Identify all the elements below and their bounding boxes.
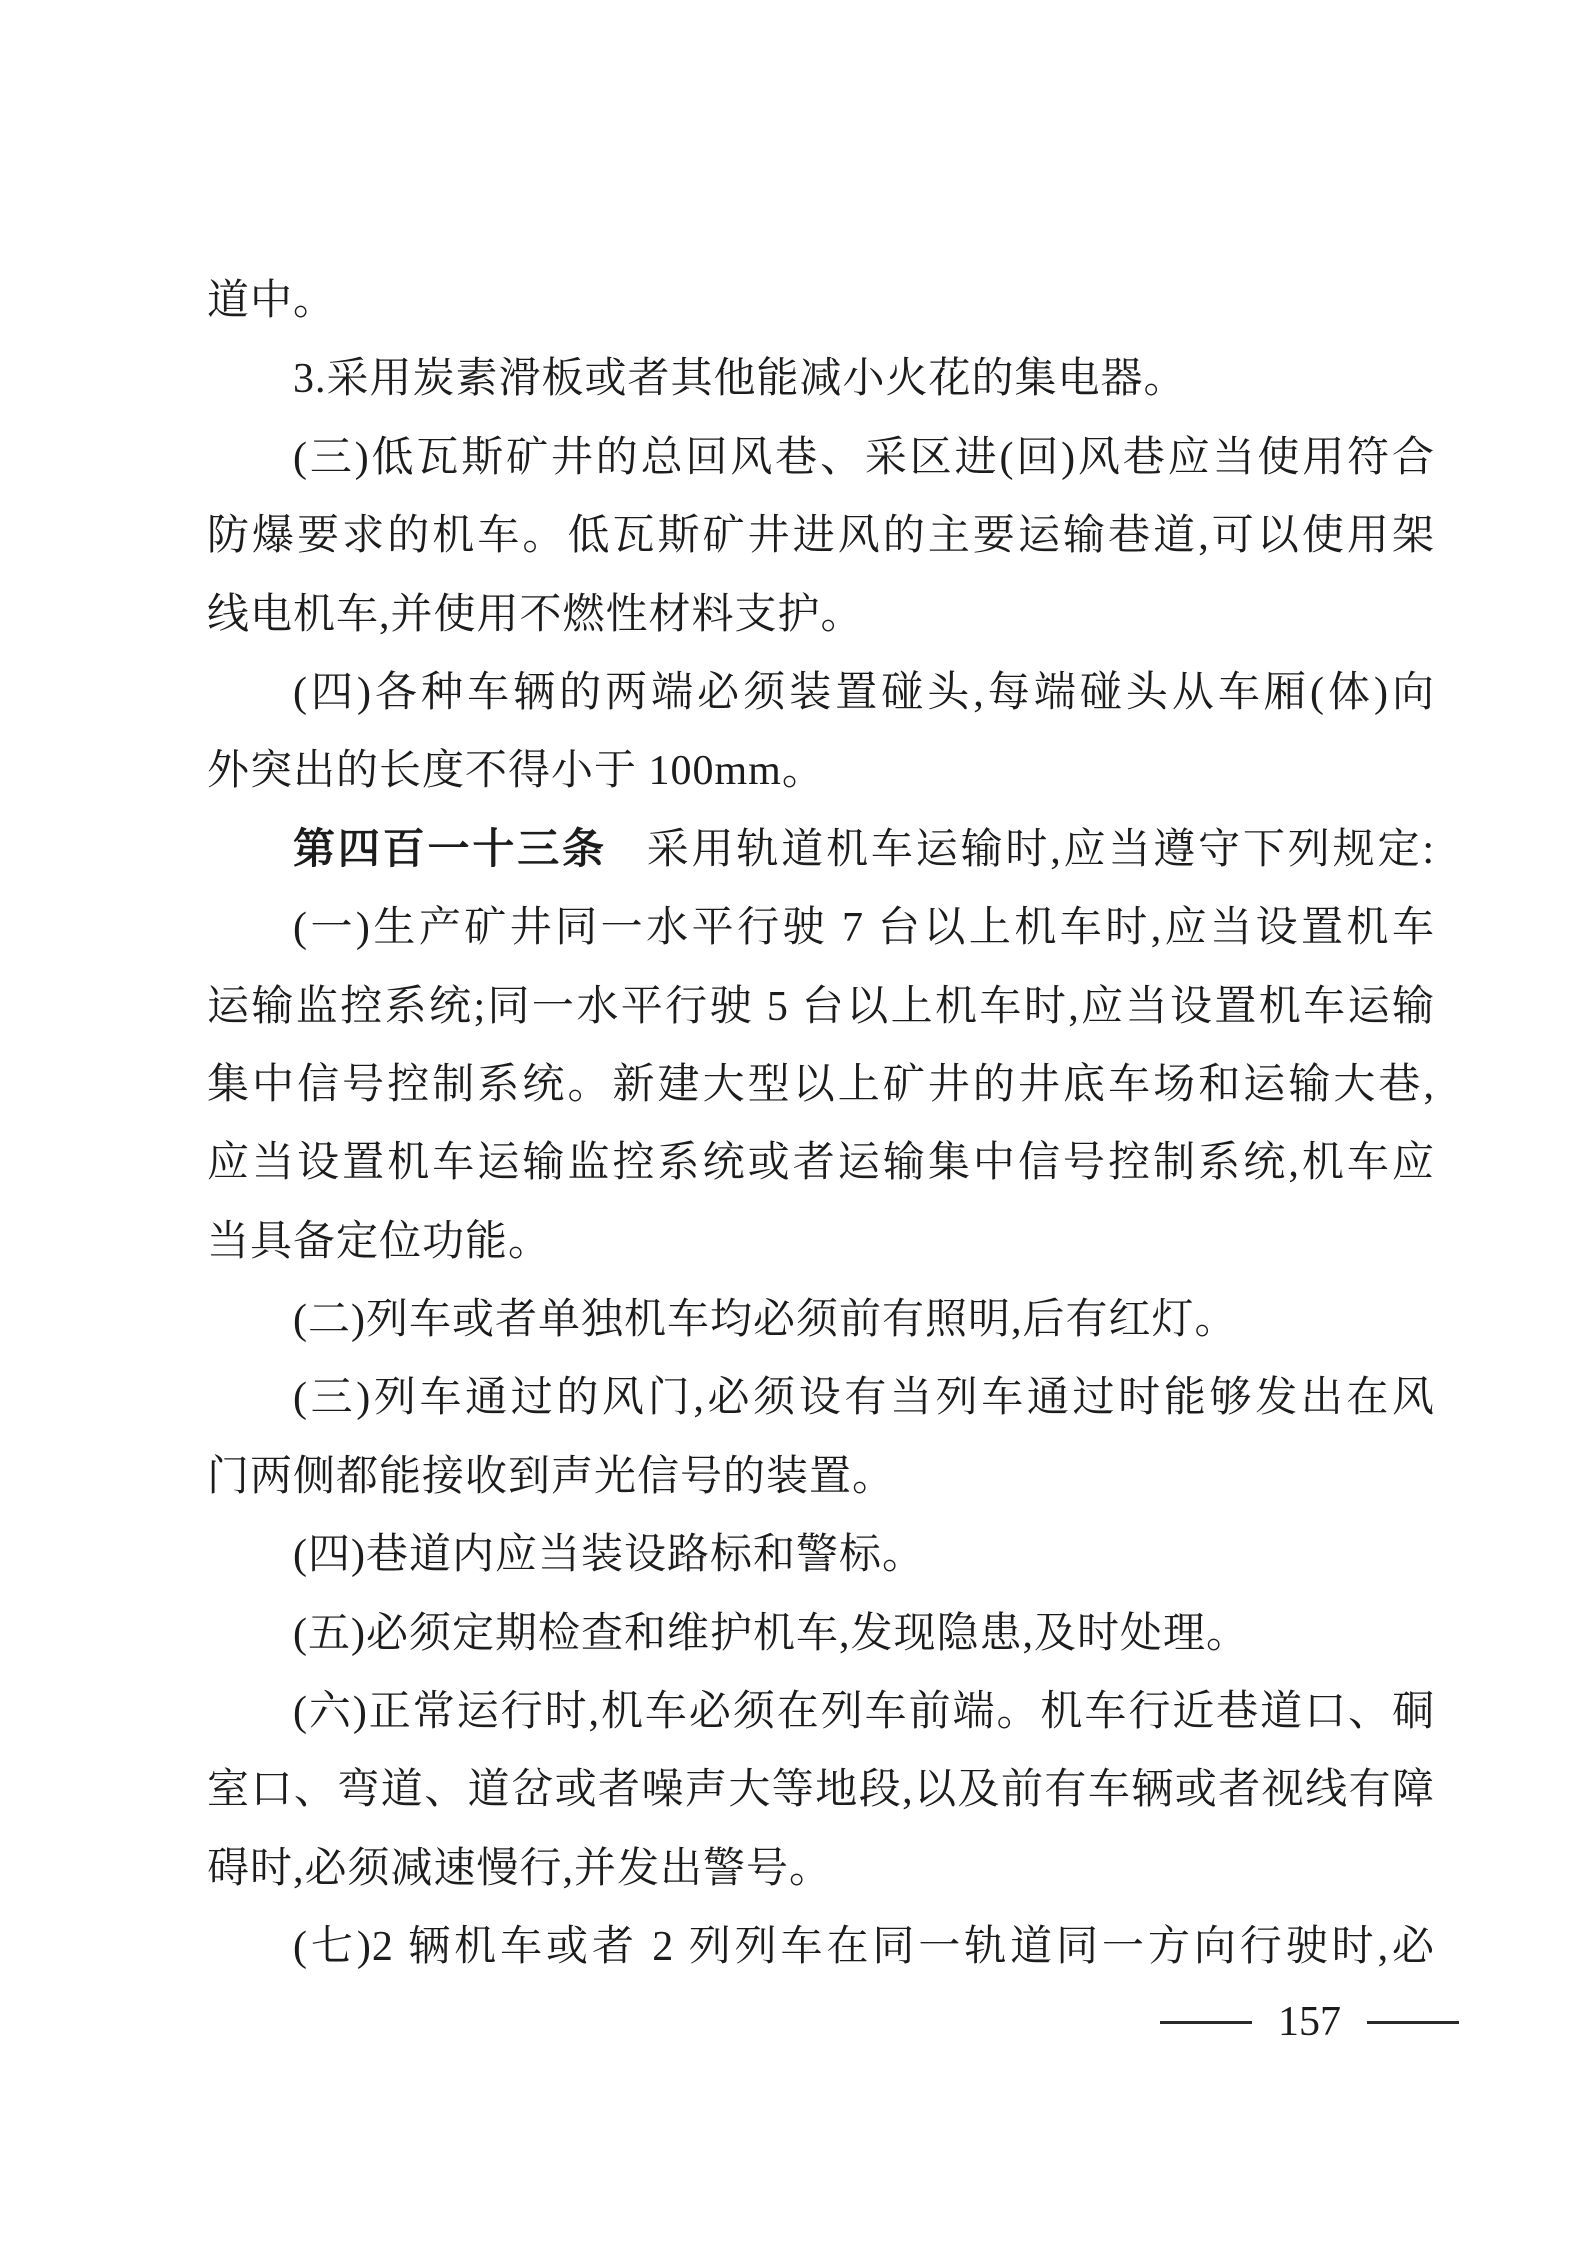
text-line: 门两侧都能接收到声光信号的装置。 — [207, 1453, 896, 1500]
text-line: 线电机车,并使用不燃性材料支护。 — [207, 591, 864, 638]
text-line: 3.采用炭素滑板或者其他能减小火花的集电器。 — [293, 356, 1187, 403]
text-line: 集中信号控制系统。新建大型以上矿井的井底车场和运输大巷, — [207, 1061, 1435, 1108]
text-line: 外突出的长度不得小于 100mm。 — [207, 748, 825, 795]
text-line: (一)生产矿井同一水平行驶 7 台以上机车时,应当设置机车 — [293, 905, 1435, 952]
text-block — [207, 262, 1435, 1987]
text-line: (六)正常运行时,机车必须在列车前端。机车行近巷道口、硐 — [293, 1689, 1435, 1736]
text-line: 运输监控系统;同一水平行驶 5 台以上机车时,应当设置机车运输 — [207, 983, 1435, 1030]
text-line: 应当设置机车运输监控系统或者运输集中信号控制系统,机车应 — [207, 1140, 1435, 1187]
text-line: (五)必须定期检查和维护机车,发现隐患,及时处理。 — [293, 1610, 1249, 1657]
text-line: 道中。 — [207, 278, 337, 324]
text-line: (三)列车通过的风门,必须设有当列车通过时能够发出在风 — [293, 1375, 1435, 1422]
folio-dash-right-icon — [1367, 2021, 1459, 2024]
line-text: 采用轨道机车运输时,应当遵守下列规定: — [644, 826, 1435, 873]
text-line: 碍时,必须减速慢行,并发出警号。 — [207, 1845, 833, 1892]
text-line: 当具备定位功能。 — [207, 1218, 552, 1265]
text-line: 室口、弯道、道岔或者噪声大等地段,以及前有车辆或者视线有障 — [207, 1767, 1435, 1814]
text-line: 防爆要求的机车。低瓦斯矿井进风的主要运输巷道,可以使用架 — [207, 513, 1435, 560]
text-line: (三)低瓦斯矿井的总回风巷、采区进(回)风巷应当使用符合 — [293, 434, 1435, 481]
article-number: 第四百一十三条 — [293, 826, 607, 873]
text-line: (四)巷道内应当装设路标和警标。 — [293, 1532, 925, 1579]
text-line: (四)各种车辆的两端必须装置碰头,每端碰头从车厢(体)向 — [293, 669, 1435, 716]
text-line: (七)2 辆机车或者 2 列列车在同一轨道同一方向行驶时,必 — [293, 1924, 1435, 1971]
text-line: (二)列车或者单独机车均必须前有照明,后有红灯。 — [293, 1297, 1238, 1344]
text-line — [207, 811, 1435, 889]
folio-dash-left-icon — [1160, 2021, 1252, 2024]
page-number: 157 — [1278, 1999, 1341, 2045]
page-footer — [1160, 2000, 1459, 2044]
